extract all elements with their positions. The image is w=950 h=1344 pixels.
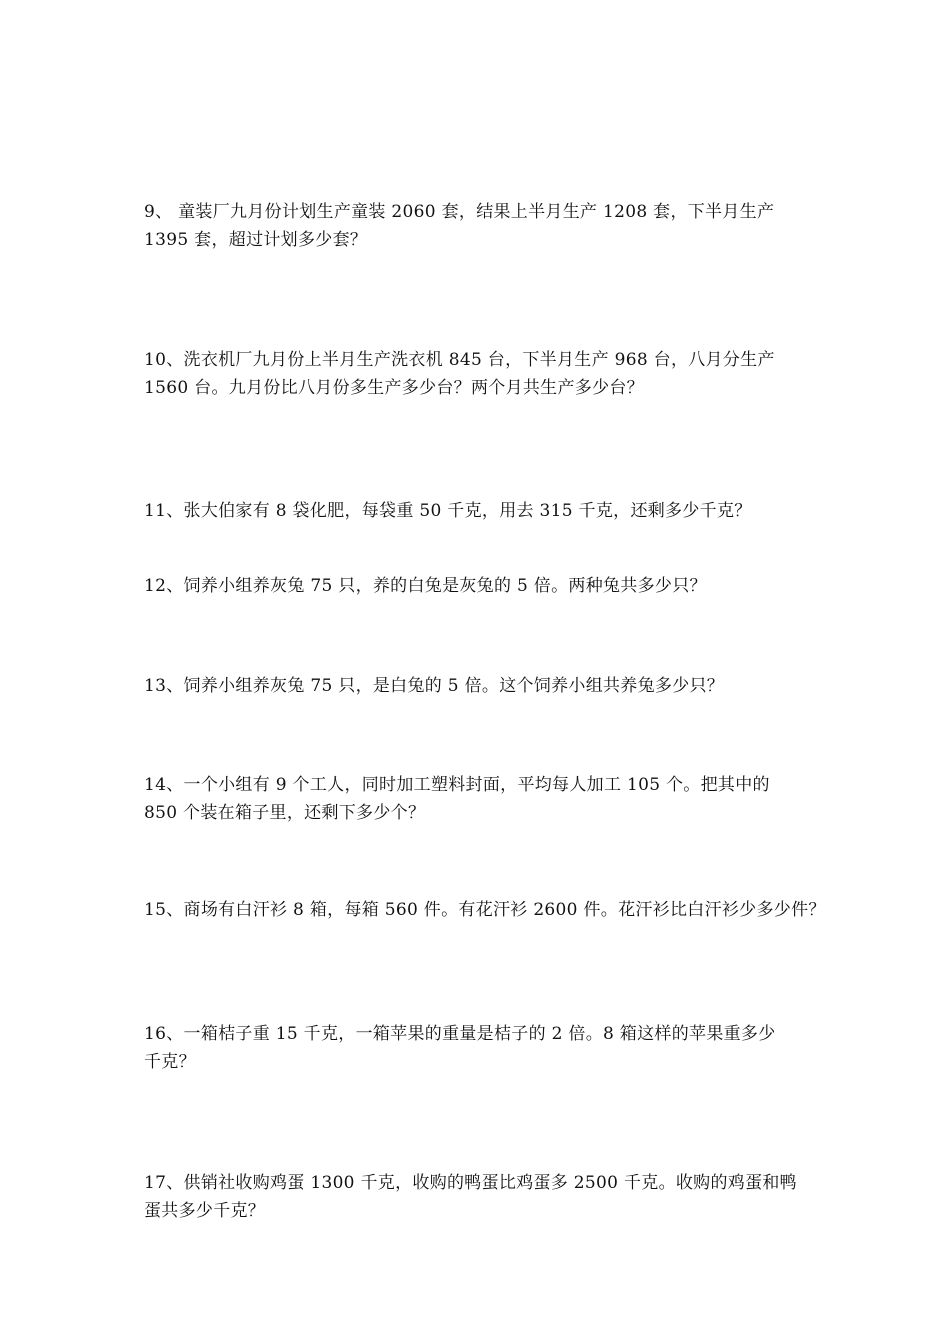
question-line: 13、饲养小组养灰兔 75 只，是白兔的 5 倍。这个饲养小组共养兔多少只？ [144,676,725,696]
question-line: 15、商场有白汗衫 8 箱，每箱 560 件。有花汗衫 2600 件。花汗衫比白汗衫少多少件？ [144,900,826,920]
question-13 [144,672,824,700]
question-line: 9、 童装厂九月份计划生产童装 2060 套，结果上半月生产 1208 套，下半月生产 [144,202,775,222]
question-line: 11、张大伯家有 8 袋化肥，每袋重 50 千克，用去 315 千克，还剩多少千克？ [144,501,752,521]
question-line: 17、供销社收购鸡蛋 1300 千克，收购的鸭蛋比鸡蛋多 2500 千克。收购的鸡蛋和鸭 [144,1173,797,1193]
question-line: 1395 套，超过计划多少套？ [144,230,368,250]
question-line: 12、饲养小组养灰兔 75 只，养的白兔是灰兔的 5 倍。两种兔共多少只？ [144,576,707,596]
question-line: 14、一个小组有 9 个工人，同时加工塑料封面，平均每人加工 105 个。把其中的 [144,775,770,795]
question-line: 1560 台。九月份比八月份多生产多少台？两个月共生产多少台？ [144,378,644,398]
question-11 [144,497,824,525]
question-14 [144,771,824,827]
question-line: 10、洗衣机厂九月份上半月生产洗衣机 845 台，下半月生产 968 台，八月分生产 [144,350,775,370]
question-17 [144,1169,824,1225]
question-line: 850 个装在箱子里，还剩下多少个？ [144,803,426,823]
question-9 [144,198,824,254]
question-16 [144,1020,824,1076]
question-line: 16、一箱桔子重 15 千克，一箱苹果的重量是桔子的 2 倍。8 箱这样的苹果重多少 [144,1024,776,1044]
question-15 [144,896,824,924]
question-line: 千克？ [144,1052,196,1072]
question-line: 蛋共多少千克？ [144,1201,266,1221]
question-10 [144,346,824,402]
question-12 [144,572,824,600]
